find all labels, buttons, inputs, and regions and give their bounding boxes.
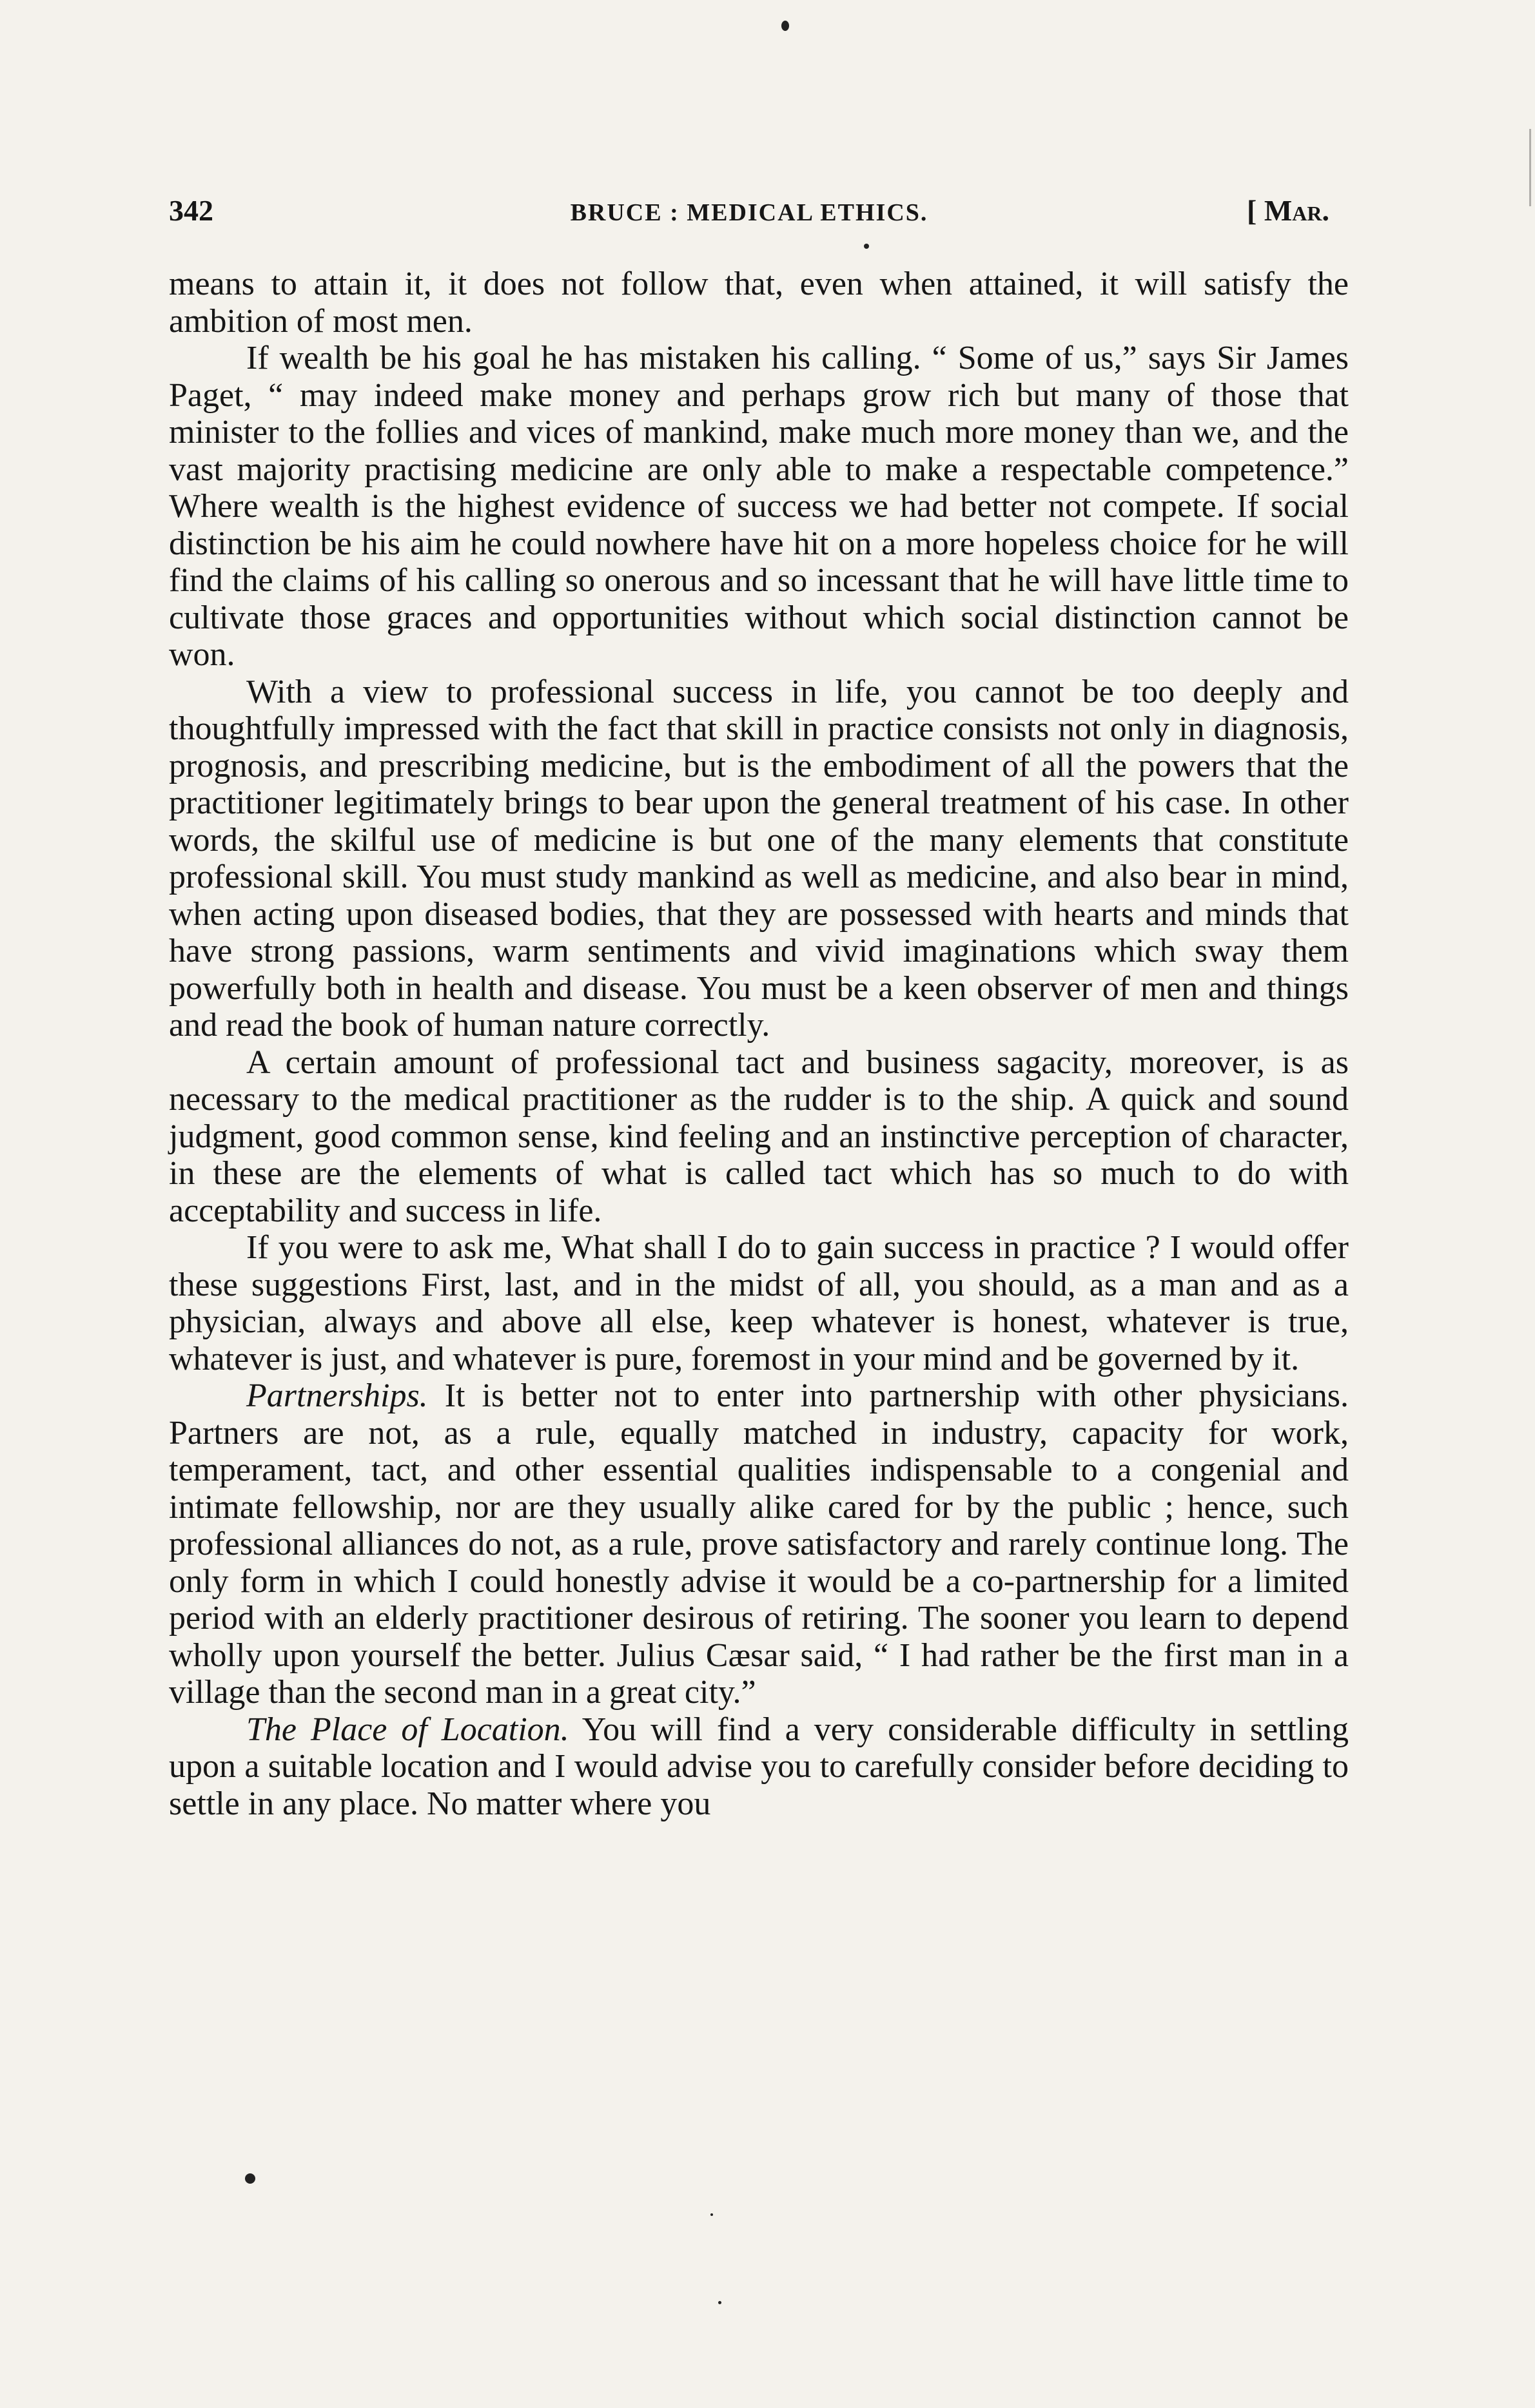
header-month: [ Mar. (1247, 194, 1329, 227)
paragraph: With a view to professional success in life, you cannot be too deeply and thoughtfully impressed with the fact that skill in practice consists not only in diagnosis, prognosis, and prescribing medicine, but is the embodiment of all the powers that the practitioner legitimately brings to bear upon the general treatment of his case. In other words, the skilful use of medicine is but one of the many elements that constitute professional skill. You must study mankind as well as medicine, and also bear in mind, when acting upon diseased bodies, that they are possessed with hearts and minds that have strong passions, warm sentiments and vivid imaginations which sway them powerfully both in health and disease. You must be a keen observer of men and things and read the book of human nature correctly. (169, 673, 1349, 1044)
paragraph: A certain amount of professional tact and business sagacity, moreover, is as necessary to the medical practitioner as the rudder is to the ship. A quick and sound judgment, good common sense, kind feeling and an instinctive perception of character, in these are the elements of what is called tact which has so much to do with acceptability and success in life. (169, 1044, 1349, 1229)
paragraph: If wealth be his goal he has mistaken his calling. “ Some of us,” says Sir James Paget, “ may indeed make money and perhaps grow rich but many of those that minister to the follies and vices of mankind, make much more money than we, and the vast majority practising medicine are only able to make a respectable competence.” Where wealth is the highest evidence of success we had better not compete. If social distinction be his aim he could nowhere have hit on a more hopeless choice for he will find the claims of his calling so onerous and so incessant that he will have little time to cultivate those graces and opportunities without which social distinction cannot be won. (169, 340, 1349, 673)
running-title: BRUCE : MEDICAL ETHICS. (570, 199, 928, 226)
page-number: 342 (169, 194, 213, 227)
scan-speck-top (781, 21, 789, 31)
scan-edge-mark (1529, 129, 1531, 206)
scan-speck-header (864, 244, 869, 249)
section-heading-place-of-location: The Place of Location. (246, 1711, 569, 1748)
scan-speck-lower (710, 2213, 713, 2216)
section-heading-partnerships: Partnerships. (246, 1377, 428, 1414)
paragraph: If you were to ask me, What shall I do to gain success in practice ? I would offer these suggestions First, last, and in the midst of all, you should, as a man and as a physician, always and above all else, keep whatever is honest, whatever is true, whatever is just, and whatever is pure, foremost in your mind and be governed by it. (169, 1229, 1349, 1377)
running-header (169, 193, 1329, 240)
scan-speck-bottom (245, 2173, 255, 2184)
scan-speck-footer (718, 2301, 721, 2304)
paragraph: The Place of Location. You will find a very considerable difficulty in settling upon a suitable location and I would advise you to carefully consider before deciding to settle in any place. No matter where you (169, 1711, 1349, 1822)
paragraph: Partnerships. It is better not to enter into partnership with other physicians. Partners are not, as a rule, equally matched in industry, capacity for work, temperament, tact, and other essential qualities indispensable to a congenial and intimate fellowship, nor are they usually alike cared for by the public ; hence, such professional alliances do not, as a rule, prove satisfactory and rarely continue long. The only form in which I could honestly advise it would be a co-partnership for a limited period with an elderly practitioner desirous of retiring. The sooner you learn to depend wholly upon yourself the better. Julius Cæsar said, “ I had rather be the first man in a village than the second man in a great city.” (169, 1377, 1349, 1711)
body-text (169, 266, 1349, 1822)
paragraph: means to attain it, it does not follow that, even when attained, it will satisfy the ambition of most men. (169, 266, 1349, 340)
